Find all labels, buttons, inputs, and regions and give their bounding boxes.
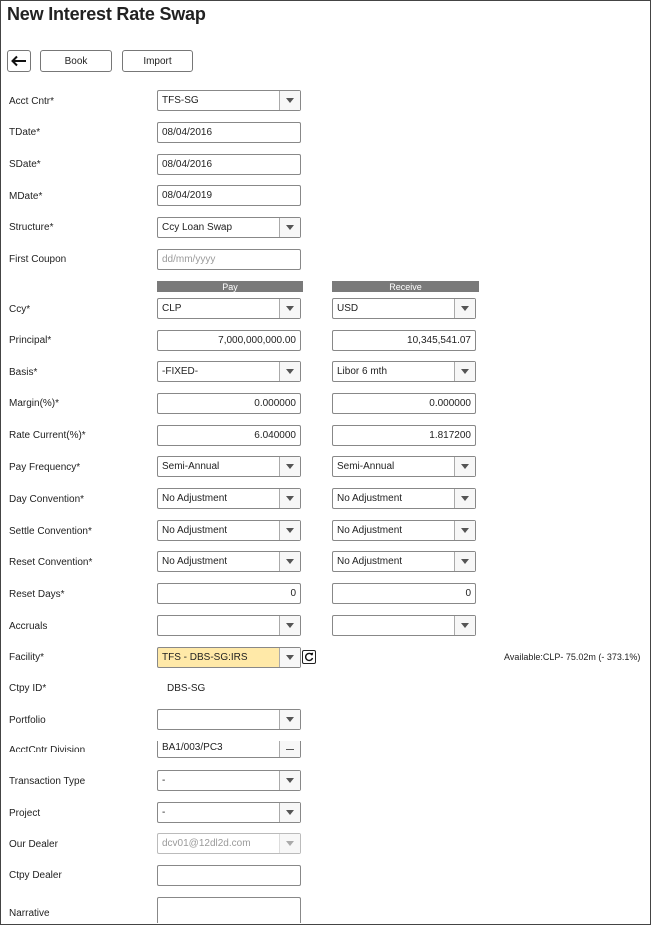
tdate-label: TDate* (9, 127, 41, 138)
acct-cntr-label: Acct Cntr* (9, 96, 55, 107)
ctpy-id-value: DBS-SG (167, 683, 206, 694)
acctcntr-division-select[interactable] (157, 741, 301, 758)
chevron-down-icon (279, 834, 300, 853)
narrative-label: Narrative (9, 908, 50, 919)
margin-label: Margin(%)* (9, 398, 60, 409)
ccy-label: Ccy* (9, 304, 31, 315)
receive-day-convention-select[interactable] (332, 488, 476, 509)
pay-day-convention-select[interactable] (157, 488, 301, 509)
basis-label: Basis* (9, 367, 38, 378)
our-dealer-value: dcv01@12dl2d.com (162, 838, 251, 849)
transaction-type-label: Transaction Type (9, 776, 86, 787)
chevron-down-icon[interactable] (454, 362, 475, 381)
pay-pay-frequency-select[interactable] (157, 456, 301, 477)
import-button[interactable]: Import (122, 50, 193, 72)
receive-rate-current-input[interactable]: 1.817200 (332, 425, 476, 446)
receive-pay-frequency-select[interactable] (332, 456, 476, 477)
chevron-down-icon[interactable] (279, 457, 300, 476)
receive-margin-input[interactable]: 0.000000 (332, 393, 476, 414)
facility-select[interactable] (157, 647, 301, 668)
chevron-down-icon[interactable] (454, 521, 475, 540)
acctcntr-division-label: AcctCntr Division (9, 745, 86, 752)
mdate-label: MDate* (9, 191, 43, 202)
chevron-down-icon[interactable] (279, 648, 300, 667)
ctpy-dealer-label: Ctpy Dealer (9, 870, 62, 881)
refresh-button[interactable] (302, 650, 316, 664)
tdate-input[interactable]: 08/04/2016 (157, 122, 301, 143)
chevron-down-icon[interactable] (279, 218, 300, 237)
chevron-down-icon[interactable] (279, 771, 300, 790)
pay-reset-days-input[interactable]: 0 (157, 583, 301, 604)
back-button[interactable] (7, 50, 31, 72)
day-convention-label: Day Convention* (9, 494, 85, 505)
chevron-down-icon[interactable] (279, 616, 300, 635)
facility-value: TFS - DBS-SG:IRS (162, 652, 248, 663)
left-arrow-icon (11, 55, 27, 67)
structure-select[interactable] (157, 217, 301, 238)
pay-pay-frequency-value: Semi-Annual (162, 461, 220, 472)
chevron-down-icon[interactable] (279, 91, 300, 110)
facility-label: Facility* (9, 652, 45, 663)
chevron-down-icon[interactable] (279, 552, 300, 571)
first-coupon-input[interactable]: dd/mm/yyyy (157, 249, 301, 270)
acct-cntr-value: TFS-SG (162, 95, 199, 106)
ctpy-id-label: Ctpy ID* (9, 683, 47, 694)
pay-ccy-select[interactable] (157, 298, 301, 319)
principal-label: Principal* (9, 335, 52, 346)
pay-reset-convention-value: No Adjustment (162, 556, 228, 567)
pay-reset-convention-select[interactable] (157, 551, 301, 572)
sdate-input[interactable]: 08/04/2016 (157, 154, 301, 175)
chevron-down-icon[interactable] (454, 299, 475, 318)
receive-ccy-select[interactable] (332, 298, 476, 319)
pay-accruals-select[interactable] (157, 615, 301, 636)
refresh-icon (304, 652, 314, 662)
mdate-input[interactable]: 08/04/2019 (157, 185, 301, 206)
ctpy-dealer-input[interactable] (157, 865, 301, 886)
our-dealer-label: Our Dealer (9, 839, 58, 850)
pay-frequency-label: Pay Frequency* (9, 462, 81, 473)
receive-day-convention-value: No Adjustment (337, 493, 403, 504)
receive-reset-days-input[interactable]: 0 (332, 583, 476, 604)
transaction-type-value: - (162, 775, 166, 786)
chevron-down-icon[interactable] (279, 803, 300, 822)
chevron-down-icon[interactable] (279, 521, 300, 540)
chevron-down-icon[interactable] (454, 489, 475, 508)
project-value: - (162, 807, 166, 818)
acctcntr-division-value: BA1/003/PC3 (162, 742, 223, 753)
accruals-label: Accruals (9, 621, 48, 632)
receive-accruals-select[interactable] (332, 615, 476, 636)
portfolio-select[interactable] (157, 709, 301, 730)
chevron-down-icon[interactable] (279, 489, 300, 508)
project-label: Project (9, 808, 41, 819)
pay-ccy-value: CLP (162, 303, 182, 314)
settle-convention-label: Settle Convention* (9, 526, 92, 537)
chevron-down-icon[interactable] (454, 552, 475, 571)
book-button[interactable]: Book (40, 50, 112, 72)
receive-principal-input[interactable]: 10,345,541.07 (332, 330, 476, 351)
receive-basis-select[interactable] (332, 361, 476, 382)
pay-basis-value: -FIXED- (162, 366, 199, 377)
pay-day-convention-value: No Adjustment (162, 493, 228, 504)
chevron-down-icon[interactable] (279, 362, 300, 381)
pay-column-header: Pay (157, 281, 303, 292)
receive-basis-value: Libor 6 mth (337, 366, 388, 377)
receive-reset-convention-select[interactable] (332, 551, 476, 572)
structure-value: Ccy Loan Swap (162, 222, 233, 233)
pay-basis-select[interactable] (157, 361, 301, 382)
receive-pay-frequency-value: Semi-Annual (337, 461, 395, 472)
receive-settle-convention-select[interactable] (332, 520, 476, 541)
reset-days-label: Reset Days* (9, 589, 65, 600)
receive-reset-convention-value: No Adjustment (337, 556, 403, 567)
our-dealer-select (157, 833, 301, 854)
facility-available-text: Available:CLP- 75.02m (- 373.1%) (504, 652, 641, 662)
project-select[interactable] (157, 802, 301, 823)
sdate-label: SDate* (9, 159, 41, 170)
receive-settle-convention-value: No Adjustment (337, 525, 403, 536)
chevron-down-icon[interactable] (454, 457, 475, 476)
reset-convention-label: Reset Convention* (9, 557, 93, 568)
pay-margin-input[interactable]: 0.000000 (157, 393, 301, 414)
collapse-icon[interactable] (279, 741, 300, 757)
first-coupon-label: First Coupon (9, 254, 67, 265)
chevron-down-icon[interactable] (279, 299, 300, 318)
narrative-textarea[interactable] (157, 897, 301, 923)
pay-settle-convention-select[interactable] (157, 520, 301, 541)
receive-ccy-value: USD (337, 303, 359, 314)
chevron-down-icon[interactable] (454, 616, 475, 635)
page-title: New Interest Rate Swap (7, 4, 206, 24)
pay-rate-current-input[interactable]: 6.040000 (157, 425, 301, 446)
rate-current-label: Rate Current(%)* (9, 430, 86, 441)
pay-settle-convention-value: No Adjustment (162, 525, 228, 536)
acct-cntr-select[interactable] (157, 90, 301, 111)
pay-principal-input[interactable]: 7,000,000,000.00 (157, 330, 301, 351)
structure-label: Structure* (9, 222, 54, 233)
transaction-type-select[interactable] (157, 770, 301, 791)
chevron-down-icon[interactable] (279, 710, 300, 729)
portfolio-label: Portfolio (9, 715, 46, 726)
receive-column-header: Receive (332, 281, 479, 292)
